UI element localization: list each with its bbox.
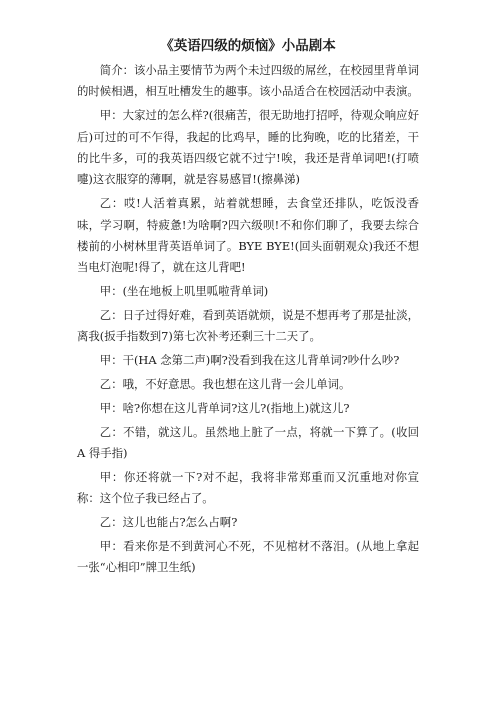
- paragraph-dialogue: 甲：大家过的怎么样?(很痛苦，很无助地打招呼，待观众响应好后)可过的可不乍得，我起的比鸡早，睡的比狗晚，吃的比猪差，干的比牛多，可的我英语四级它就不过宁!唉，我还是背单词吧!(打喷嚏)这衣服穿的薄啊，就是容易感冒!(擦鼻涕): [77, 108, 419, 187]
- paragraph-dialogue: 乙：哎!人活着真累，站着就想睡，去食堂还排队，吃饭没香味，学习啊，特疲惫!为啥啊?四六级呗!不和你们聊了，我要去综合楼前的小树林里背英语单词了。BYE BYE!(回头面朝观众)我还不想当电灯泡呢!得了，就在这儿背吧!: [77, 196, 419, 275]
- paragraph-dialogue: 乙：不错，就这儿。虽然地上脏了一点，将就一下算了。(收回 A 得手指): [77, 424, 419, 461]
- paragraph-dialogue: 甲：(坐在地板上叽里呱啦背单词): [99, 284, 269, 299]
- paragraph-dialogue: 甲：干(HA 念第二声)啊?没看到我在这儿背单词?吵什么吵?: [99, 353, 400, 368]
- paragraph-intro: 简介：该小品主要情节为两个未过四级的屌丝，在校园里背单词的时候相遇，相互吐槽发生的趣事。该小品适合在校园活动中表演。: [77, 63, 419, 99]
- paragraph-dialogue: 甲：啥?你想在这儿背单词?这儿?(指地上)就这儿?: [99, 400, 350, 415]
- paragraph-dialogue: 乙：哦，不好意思。我也想在这儿背一会儿单词。: [99, 377, 351, 392]
- document-title: 《英语四级的烦恼》小品剧本: [160, 38, 336, 54]
- paragraph-dialogue: 乙：日子过得好难，看到英语就烦，说是不想再考了那是扯淡，离我(扳手指数到7)第七次补考还剩三十二天了。: [77, 308, 419, 344]
- paragraph-dialogue: 乙：这儿也能占?怎么占啊?: [99, 515, 238, 530]
- document-body: [77, 60, 419, 581]
- paragraph-dialogue: 甲：看来你是不到黄河心不死，不见棺材不落泪。(从地上拿起一张“心相印”牌卫生纸): [77, 538, 419, 575]
- paragraph-dialogue: 甲：你还将就一下?对不起，我将非常郑重而又沉重地对你宣称：这个位子我已经占了。: [77, 469, 419, 506]
